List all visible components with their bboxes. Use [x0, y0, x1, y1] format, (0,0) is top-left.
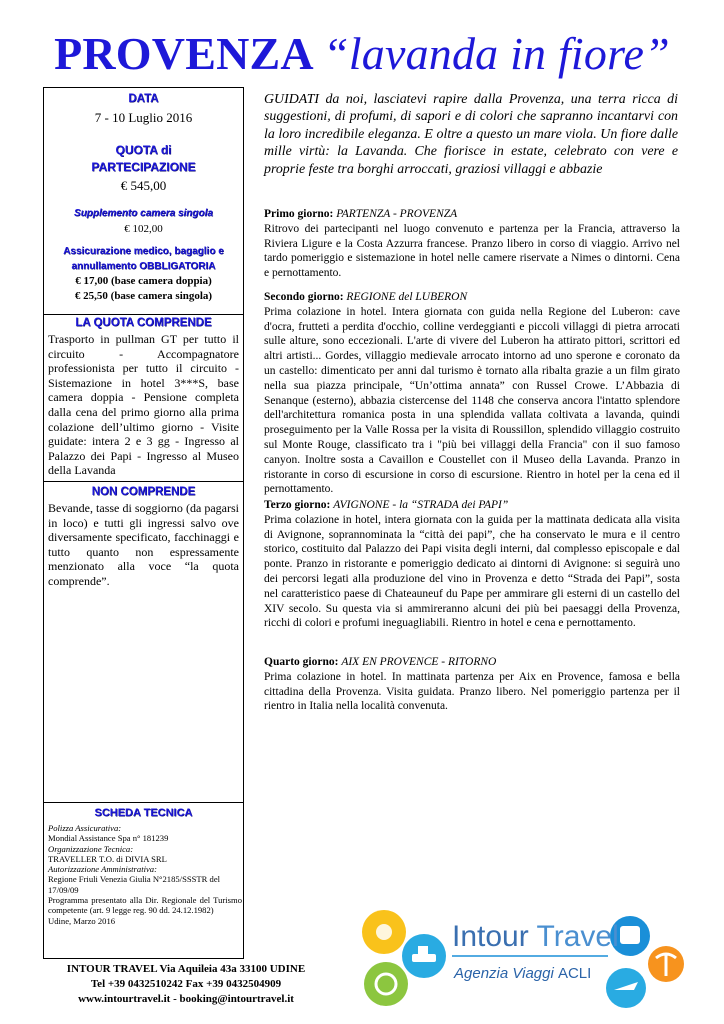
- agency-web: www.intourtravel.it - booking@intourtravel.it: [78, 993, 294, 1005]
- brand-tagline: Agenzia Viaggi ACLI: [454, 965, 592, 982]
- page-title: [0, 28, 724, 80]
- day-4: [264, 655, 680, 714]
- includes-label: LA QUOTA COMPRENDE: [75, 317, 212, 329]
- excludes-section: [44, 485, 243, 589]
- divider: [44, 802, 243, 803]
- tech-sheet: [48, 823, 242, 926]
- tech-label: Autorizzazione Amministrativa:: [48, 864, 157, 875]
- tech-sheet-label: SCHEDA TECNICA: [94, 807, 193, 819]
- insurance-section: [44, 244, 243, 304]
- insurance-value-2: € 25,50 (base camera singola): [74, 290, 213, 302]
- single-room-label: Supplemento camera singola: [74, 208, 213, 219]
- tech-label: Organizzazione Tecnica:: [48, 843, 134, 854]
- insurance-value-1: € 17,00 (base camera doppia): [75, 275, 212, 287]
- day-heading: Secondo giorno: REGIONE del LUBERON: [264, 291, 468, 303]
- title-subtitle: “lavanda in fiore”: [322, 28, 670, 79]
- day-text: Prima colazione in hotel, intera giornata con la guida per la mattinata dedicata alla visita di Avignone, soprannominata la “città dei papi”, che ha conservato le mura e il centro storico, costituito dal Palazzo dei Papi visita degli interni, dal complesso episcopale e dal ponte. Pranzo in ristorante e pomeriggio dedicato ai dintorni di Avignone: si seguirà uno dei percorsi legati alla produzione del vino in Provenza e detto “Strada dei Papi”, sosta nel caratteristico paese di Chateauneuf du Pape per ammirare gli esterni di un castello del XIV secolo. Su questa via si ammireranno alcuni dei più bei paesaggi della Provenza, ricchi di colori e profumi ineguagliabili. Rientro in hotel e cena e pernottamento.: [264, 513, 680, 630]
- price-section: [44, 142, 243, 194]
- price-label-1: QUOTA di: [115, 143, 172, 157]
- globe-icon: [364, 962, 408, 1006]
- tech-sheet-header: [44, 806, 243, 821]
- date-label: DATA: [128, 93, 159, 105]
- day-1: [264, 207, 680, 281]
- day-2: [264, 290, 680, 497]
- agency-address: INTOUR TRAVEL Via Aquileia 43a 33100 UDINE: [66, 963, 306, 975]
- agency-phone: Tel +39 0432510242 Fax +39 0432504909: [90, 978, 282, 990]
- brand-name: Intour Travel: [452, 920, 619, 953]
- insurance-label-2: annullamento OBBLIGATORIA: [71, 261, 216, 272]
- includes-section: [44, 316, 243, 478]
- day-3: [264, 498, 680, 631]
- tech-place-date: Udine, Marzo 2016: [48, 915, 116, 926]
- excludes-label: NON COMPRENDE: [91, 486, 196, 498]
- tech-value: Mondial Assistance Spa n° 181239: [48, 833, 169, 844]
- day-heading: Quarto giorno: AIX EN PROVENCE - RITORNO: [264, 656, 497, 668]
- title-main: PROVENZA: [54, 28, 323, 79]
- tech-note: Programma presentato alla Dir. Regionale del Turismo competente (art. 9 legge reg. 90 dd. 24.12.1982): [48, 895, 242, 916]
- includes-text: Trasporto in pullman GT per tutto il circuito - Accompagnatore professionista per tutto il circuito - Sistemazione in hotel 3***S, base camera doppia - Pensione completa dalla cena del primo giorno alla prima colazione dell’ultimo giorno - Visite guidate: intera 2 e 3 gg - Ingresso al Palazzo dei Papi - Ingresso al Museo della Lavanda: [48, 332, 239, 478]
- tech-value: TRAVELLER T.O. di DIVIA SRL: [48, 853, 167, 864]
- tech-label: Polizza Assicurativa:: [48, 823, 122, 833]
- price-value: € 545,00: [120, 178, 167, 193]
- tech-value: Regione Friuli Venezia Giulia N°2185/SSSTR del 17/09/09: [48, 874, 221, 895]
- price-label-2: PARTECIPAZIONE: [91, 160, 196, 174]
- date-value: 7 - 10 Luglio 2016: [94, 110, 193, 125]
- insurance-label-1: Assicurazione medico, bagaglio e: [63, 246, 224, 257]
- intro-paragraph: GUIDATI da noi, lasciatevi rapire dalla Provenza, una terra ricca di suggestioni, di profumi, di sapori e di colori che sapranno incantarvi con la loro incredibile eleganza. E oltre a questo un mare viola. Un fiore dalle mille virtù: la Lavanda. Che fiorisce in estate, celebrato con vere e proprie feste tra borghi arroccati, graziosi villaggi e abbazie: [264, 92, 678, 177]
- day-text: Ritrovo dei partecipanti nel luogo convenuto e partenza per la Francia, attraverso la Riviera Ligure e la Costa Azzurra francese. Pranzo libero in corso di viaggio. Arrivo nel tardo pomeriggio e sistemazione in hotel nelle camere riservate a Nimes o dintorni. Cena e pernottamento.: [264, 222, 680, 280]
- excludes-text: Bevande, tasse di soggiorno (da pagarsi in loco) e tutti gli ingressi salvo ove diversamente specificato, facchinaggi e tutto quanto non espressamente menzionato alla voce “la quota comprende”.: [48, 501, 239, 588]
- divider: [44, 481, 243, 482]
- single-room-value: € 102,00: [124, 223, 163, 235]
- single-room-section: [44, 206, 243, 237]
- day-text: Prima colazione in hotel. Intera giornata con guida nella Regione del Luberon: cave d'ocra, frutteti a perdita d'occhio, colline verdeggianti e piccoli villaggi di pietra arrocati sulle alture, sono eccezionali. L'arte di vivere del Luberon ha attirato pittori, scrittori ed altri artisti... Gordes, villaggio medievale arrocato intorno ad uno sperone e coronato da un castello: dimenticato per anni dal turismo è tornato alla ribalta grazie a un film girato nella sua piazza principale, “Un’ottima annata” con Russel Crowe. L’Abbazia di Senanque (esterno), abbazia cistercense del 1148 che conserva ancora l'intatto splendore dell'architettura romanica posta in una splendida vallata coltivata a lavanda, quindi proseguimento per la Valle Rossa per la visita di Roussillon, splendido villaggio costruito sul Monte Rouge, classificato tra i "più bei villaggi della Francia" con il suo famoso canyon. Inoltre sosta a Cavaillon e Coustellet con il Museo della Lavanda. Pranzo in ristorante in corso di escursione in corso di escursione. Rientro in hotel per la cena ed il pernottamento.: [264, 305, 680, 496]
- info-sidebar: [43, 87, 244, 959]
- intour-travel-logo: [356, 906, 686, 1010]
- date-section: [44, 92, 243, 126]
- day-heading: Terzo giorno: AVIGNONE - la “STRADA dei PAPI”: [264, 499, 509, 511]
- day-text: Prima colazione in hotel. In mattinata partenza per Aix en Provence, famosa e bella cittadina della Provenza. Visita guidata. Pranzo libero. Nel pomeriggio partenza per il rientro in Italia nella località convenuta.: [264, 670, 680, 713]
- divider: [44, 314, 243, 315]
- day-heading: Primo giorno: PARTENZA - PROVENZA: [264, 208, 458, 220]
